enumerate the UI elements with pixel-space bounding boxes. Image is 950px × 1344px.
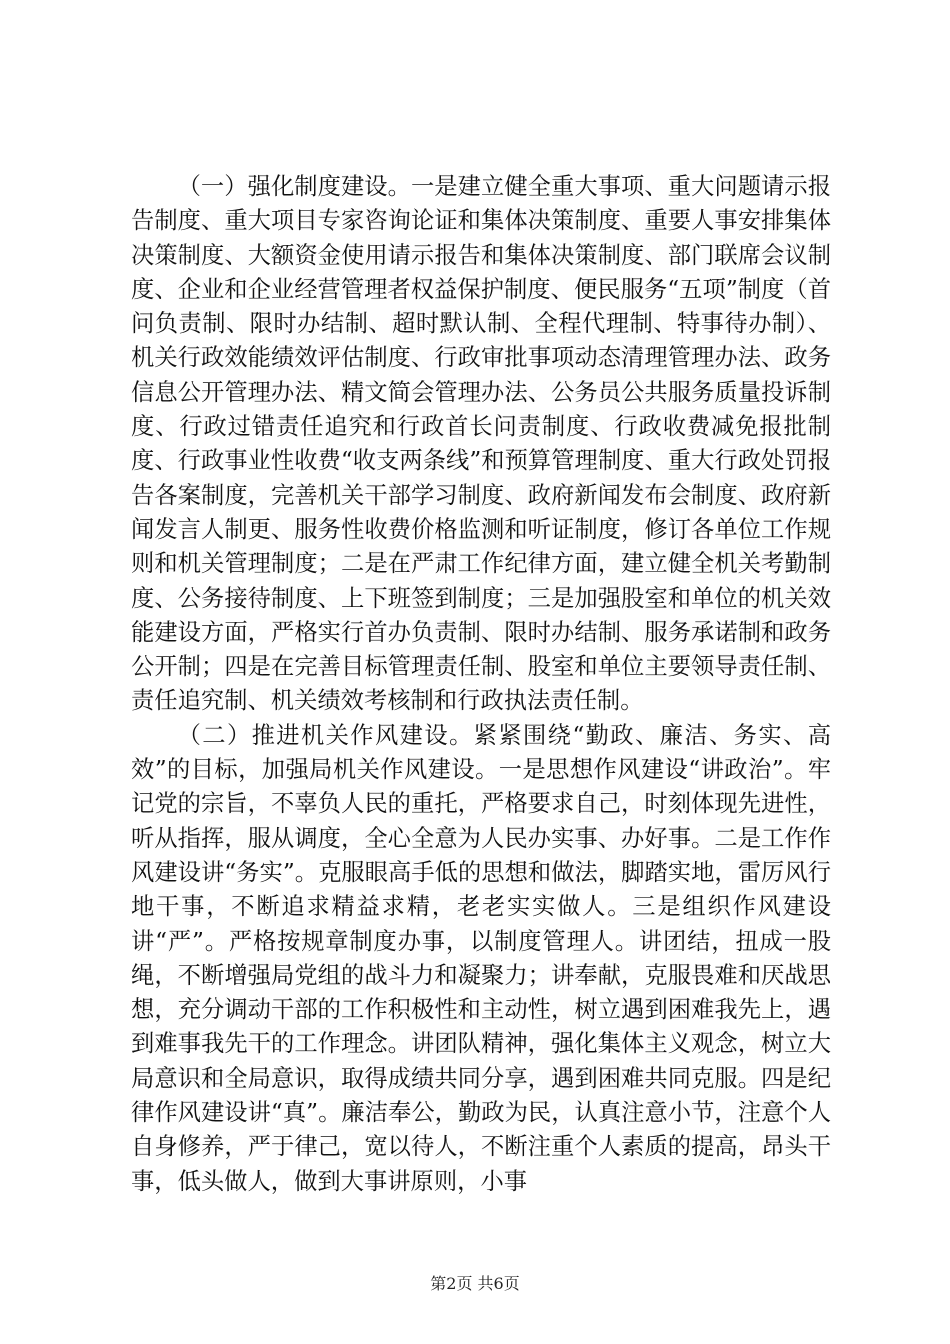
document-body bbox=[131, 170, 831, 1199]
paragraph-system-building: （一）强化制度建设。一是建立健全重大事项、重大问题请示报告制度、重大项目专家咨询论证和集体决策制度、重要人事安排集体决策制度、大额资金使用请示报告和集体决策制度、部门联席会议制度、企业和企业经营管理者权益保护制度、便民服务“五项”制度（首问负责制、限时办结制、超时默认制、全程代理制、特事待办制）、机关行政效能绩效评估制度、行政审批事项动态清理管理办法、政务信息公开管理办法、精文简会管理办法、公务员公共服务质量投诉制度、行政过错责任追究和行政首长问责制度、行政收费减免报批制度、行政事业性收费“收支两条线”和预算管理制度、重大行政处罚报告各案制度，完善机关干部学习制度、政府新闻发布会制度、政府新闻发言人制更、服务性收费价格监测和听证制度，修订各单位工作规则和机关管理制度；二是在严肃工作纪律方面，建立健全机关考勤制度、公务接待制度、上下班签到制度；三是加强股室和单位的机关效能建设方面，严格实行首办负责制、限时办结制、服务承诺制和政务公开制；四是在完善目标管理责任制、股室和单位主要领导责任制、责任追究制、机关绩效考核制和行政执法责任制。 bbox=[131, 173, 831, 715]
page-number-footer: 第2页 共6页 bbox=[430, 1274, 520, 1293]
paragraph-work-style-building: （二）推进机关作风建设。紧紧围绕“勤政、廉洁、务实、高效”的目标，加强局机关作风建设。一是思想作风建设“讲政治”。牢记党的宗旨，不辜负人民的重托，严格要求自己，时刻体现先进性，听从指挥，服从调度，全心全意为人民办实事、办好事。二是工作作风建设讲“务实”。克服眼高手低的思想和做法，脚踏实地，雷厉风行地干事，不断追求精益求精，老老实实做人。三是组织作风建设讲“严”。严格按规章制度办事，以制度管理人。讲团结，扭成一股绳，不断增强局党组的战斗力和凝聚力；讲奉献，克服畏难和厌战思想，充分调动干部的工作积极性和主动性，树立遇到困难我先上，遇到难事我先干的工作理念。讲团队精神，强化集体主义观念，树立大局意识和全局意识，取得成绩共同分享，遇到困难共同克服。四是纪律作风建设讲“真”。廉洁奉公，勤政为民，认真注意小节，注意个人自身修养，严于律己，宽以待人，不断注重个人素质的提高，昂头干事，低头做人，做到大事讲原则，小事 bbox=[131, 721, 831, 1195]
